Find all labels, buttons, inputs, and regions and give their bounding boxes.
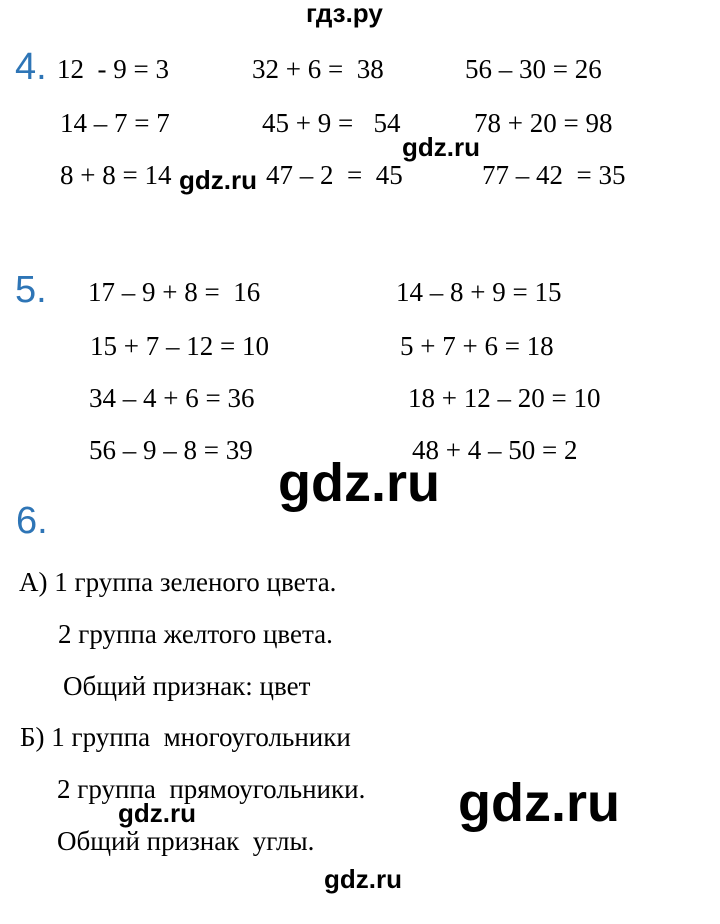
task-5-expression: 56 – 9 – 8 = 39 bbox=[89, 435, 253, 465]
task-6-line: А) 1 группа зеленого цвета. bbox=[19, 567, 337, 597]
watermark: gdz.ru bbox=[458, 773, 620, 833]
task-5-expression: 18 + 12 – 20 = 10 bbox=[408, 383, 601, 413]
task-4-equation: 77 – 42 = 35 bbox=[482, 160, 626, 190]
task-5-expression: 15 + 7 – 12 = 10 bbox=[90, 331, 269, 361]
site-title: гдз.ру bbox=[306, 0, 383, 28]
watermark: gdz.ru bbox=[324, 864, 402, 894]
task-6-number: 6. bbox=[16, 500, 48, 542]
task-5-expression: 34 – 4 + 6 = 36 bbox=[89, 383, 255, 413]
task-4-equation: 12 - 9 = 3 bbox=[57, 54, 169, 84]
task-6-line: Б) 1 группа многоугольники bbox=[20, 722, 351, 752]
task-5-expression: 14 – 8 + 9 = 15 bbox=[396, 277, 562, 307]
task-4-equation: 47 – 2 = 45 bbox=[266, 160, 403, 190]
task-6-line: Общий признак углы. bbox=[57, 826, 315, 856]
task-5-expression: 48 + 4 – 50 = 2 bbox=[412, 435, 578, 465]
watermark: gdz.ru bbox=[402, 132, 480, 162]
task-6-line: 2 группа желтого цвета. bbox=[58, 619, 333, 649]
task-5-expression: 17 – 9 + 8 = 16 bbox=[88, 277, 261, 307]
task-6-line: Общий признак: цвет bbox=[63, 671, 311, 701]
task-4-equation: 14 – 7 = 7 bbox=[60, 108, 170, 138]
task-4-equation: 56 – 30 = 26 bbox=[465, 54, 602, 84]
task-5-number: 5. bbox=[15, 269, 47, 311]
task-4-equation: 78 + 20 = 98 bbox=[474, 108, 613, 138]
task-4-equation: 8 + 8 = 14 bbox=[60, 160, 172, 190]
task-4-number: 4. bbox=[15, 46, 47, 88]
task-5-expression: 5 + 7 + 6 = 18 bbox=[400, 331, 554, 361]
task-4-equation: 32 + 6 = 38 bbox=[252, 54, 384, 84]
watermark: gdz.ru bbox=[179, 165, 257, 195]
task-4-equation: 45 + 9 = 54 bbox=[262, 108, 401, 138]
watermark: gdz.ru bbox=[278, 453, 440, 513]
task-6-line: 2 группа прямоугольники. bbox=[57, 774, 366, 804]
watermark: gdz.ru bbox=[118, 798, 196, 828]
